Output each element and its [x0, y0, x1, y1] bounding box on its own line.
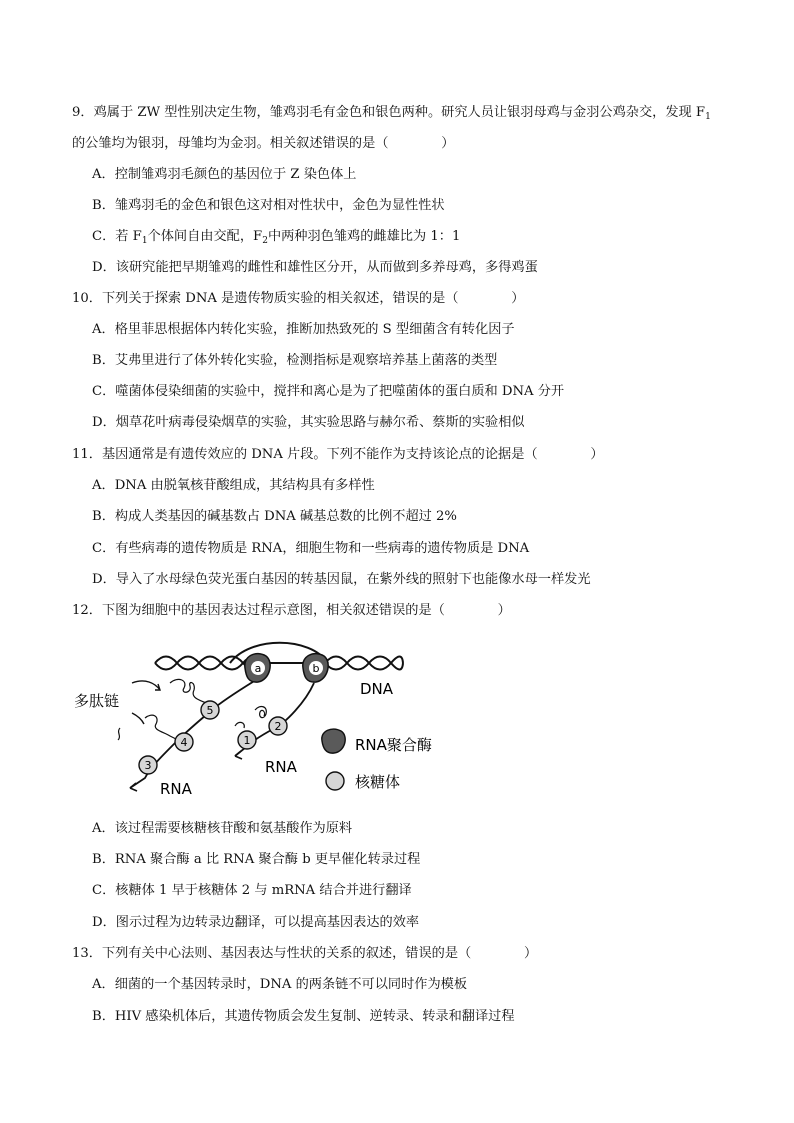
q10-stem: 10．下列关于探索 DNA 是遗传物质实验的相关叙述，错误的是（ ）: [72, 291, 525, 306]
q9-stem-line1: [72, 104, 711, 126]
q13-option-a[interactable]: A．细菌的一个基因转录时，DNA 的两条链不可以同时作为模板: [92, 977, 468, 992]
legend-ribosome-label: 核糖体: [355, 773, 401, 791]
legend-ribosome: [326, 772, 400, 791]
polymerase-a-label: a: [254, 662, 262, 675]
dna-double-helix: [155, 643, 403, 670]
q9-option-a[interactable]: A．控制雏鸡羽毛颜色的基因位于 Z 染色体上: [92, 167, 357, 182]
q11-option-d[interactable]: D．导入了水母绿色荧光蛋白基因的转基因鼠，在紫外线的照射下也能像水母一样发光: [92, 572, 591, 587]
ribosome-5: [201, 701, 219, 719]
q13-option-b[interactable]: B．HIV 感染机体后，其遗传物质会发生复制、逆转录、转录和翻译过程: [92, 1009, 515, 1024]
q9-option-b[interactable]: B．雏鸡羽毛的金色和银色这对相对性状中，金色为显性性状: [92, 198, 445, 213]
polypeptide-1: [235, 722, 244, 728]
polypeptide-label: 多肽链: [74, 692, 120, 710]
q9-c-sub1: 1: [141, 236, 148, 246]
rna-polymerase-b: [303, 654, 328, 682]
q9-c-post: 中两种羽色雏鸡的雌雄比为 1：1: [267, 229, 461, 244]
ribosome-4-label: 4: [180, 736, 188, 749]
rna-label-1: RNA: [265, 758, 297, 776]
rna-label-2: RNA: [160, 780, 192, 798]
q12-stem: 12．下图为细胞中的基因表达过程示意图，相关叙述错误的是（ ）: [72, 603, 511, 618]
ribosome-1-label: 1: [243, 734, 251, 747]
q11-option-a[interactable]: A．DNA 由脱氧核苷酸组成，其结构具有多样性: [92, 478, 375, 493]
q13-stem: 13．下列有关中心法则、基因表达与性状的关系的叙述，错误的是（ ）: [72, 946, 538, 961]
q9-option-d[interactable]: D．该研究能把早期雏鸡的雌性和雄性区分开，从而做到多养母鸡，多得鸡蛋: [92, 260, 538, 275]
q9-f1-subscript: 1: [705, 112, 711, 122]
ribosome-3: [139, 756, 157, 774]
q12-option-d[interactable]: D．图示过程为边转录边翻译，可以提高基因表达的效率: [92, 915, 420, 930]
q11-option-c[interactable]: C．有些病毒的遗传物质是 RNA，细胞生物和一些病毒的遗传物质是 DNA: [92, 541, 530, 556]
q9-c-sub2: 2: [262, 236, 268, 246]
q10-option-b[interactable]: B．艾弗里进行了体外转化实验，检测指标是观察培养基上菌落的类型: [92, 353, 498, 368]
ribosome-4: [175, 733, 193, 751]
polymerase-b-label: b: [312, 662, 320, 675]
q10-option-a[interactable]: A．格里菲思根据体内转化实验，推断加热致死的 S 型细菌含有转化因子: [92, 322, 515, 337]
gene-expression-diagram: [60, 628, 460, 803]
polypeptide-4: [145, 715, 178, 740]
q9-option-c[interactable]: [92, 228, 460, 250]
q9-stem-line2: 的公雏均为银羽，母雏均为金羽。相关叙述错误的是（ ）: [72, 136, 455, 151]
q9-c-pre: C．若 F: [92, 229, 142, 244]
q10-option-c[interactable]: C．噬菌体侵染细菌的实验中，搅拌和离心是为了把噬菌体的蛋白质和 DNA 分开: [92, 384, 565, 399]
q10-option-d[interactable]: D．烟草花叶病毒侵染烟草的实验，其实验思路与赫尔希、蔡斯的实验相似: [92, 415, 525, 430]
ribosome-5-label: 5: [206, 704, 214, 717]
polypeptide-arrow-1: [132, 681, 160, 690]
legend-polymerase: [322, 729, 432, 754]
polypeptide-3: [118, 728, 120, 740]
q12-option-c[interactable]: C．核糖体 1 早于核糖体 2 与 mRNA 结合并进行翻译: [92, 883, 412, 898]
polypeptide-2-spiral: [255, 707, 266, 718]
q12-option-b[interactable]: B．RNA 聚合酶 a 比 RNA 聚合酶 b 更早催化转录过程: [92, 852, 421, 867]
q11-option-b[interactable]: B．构成人类基因的碱基数占 DNA 碱基总数的比例不超过 2%: [92, 509, 457, 524]
dna-label: DNA: [360, 680, 394, 698]
q11-stem: 11．基因通常是有遗传效应的 DNA 片段。下列不能作为支持该论点的论据是（ ）: [72, 447, 604, 462]
ribosome-2-label: 2: [274, 720, 282, 733]
ribosome-2: [269, 717, 287, 735]
q9-stem-text: 9．鸡属于 ZW 型性别决定生物，雏鸡羽毛有金色和银色两种。研究人员让银羽母鸡与金羽公鸡杂交，发现 F: [72, 105, 706, 120]
q9-c-mid: 个体间自由交配，F: [147, 229, 263, 244]
ribosome-3-label: 3: [144, 759, 152, 772]
polypeptide-5: [170, 679, 206, 703]
polypeptide-arrow-2: [132, 713, 144, 724]
legend-polymerase-label: RNA聚合酶: [355, 736, 432, 754]
rna-polymerase-a: [245, 654, 270, 682]
q12-option-a[interactable]: A．该过程需要核糖核苷酸和氨基酸作为原料: [92, 821, 353, 836]
ribosome-1: [238, 731, 256, 749]
